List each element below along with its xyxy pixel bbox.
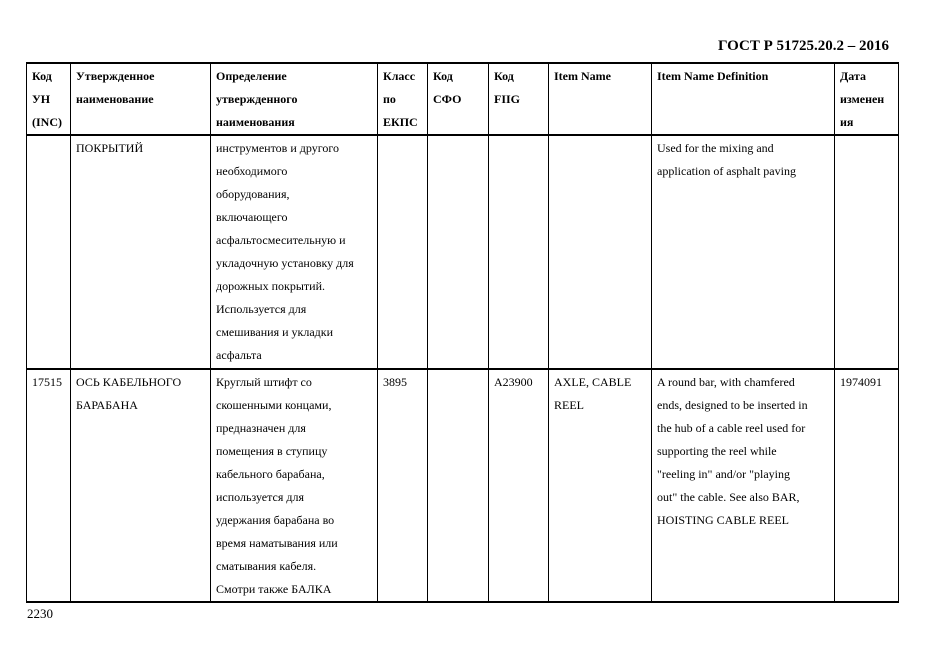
header-change-date: Дата изменен ия xyxy=(835,63,899,135)
table-row xyxy=(27,135,899,369)
header-inc: Код УН (INC) xyxy=(27,63,71,135)
page-number: 2230 xyxy=(27,606,53,621)
cell-change-date xyxy=(835,135,899,369)
document-title: ГОСТ Р 51725.20.2 – 2016 xyxy=(717,38,889,54)
header-item-name: Item Name xyxy=(549,63,652,135)
table-row xyxy=(27,369,899,602)
cell-definition: Круглый штифт со скошенными концами, предназначен для помещения в ступицу кабельного барабана, используется для удержания барабана во время наматывания или сматывания кабеля. Смотри также БАЛКА xyxy=(211,369,378,602)
cell-approved-name: ПОКРЫТИЙ xyxy=(71,135,211,369)
cell-item-name: AXLE, CABLE REEL xyxy=(549,369,652,602)
header-fiig-code: Код FIIG xyxy=(489,63,549,135)
cell-fiig-code: A23900 xyxy=(489,369,549,602)
cell-fiig-code xyxy=(489,135,549,369)
header-approved-name: Утвержденное наименование xyxy=(71,63,211,135)
table-header-row xyxy=(27,63,899,135)
cell-approved-name: ОСЬ КАБЕЛЬНОГО БАРАБАНА xyxy=(71,369,211,602)
header-ekps-class: Класс по ЕКПС xyxy=(378,63,428,135)
cell-change-date: 1974091 xyxy=(835,369,899,602)
cell-ekps-class xyxy=(378,135,428,369)
cell-sfo-code xyxy=(428,369,489,602)
items-table xyxy=(26,62,899,603)
cell-inc xyxy=(27,135,71,369)
cell-item-name xyxy=(549,135,652,369)
cell-ekps-class: 3895 xyxy=(378,369,428,602)
cell-sfo-code xyxy=(428,135,489,369)
cell-definition: инструментов и другого необходимого оборудования, включающего асфальтосмесительную и укладочную установку для дорожных покрытий. Используется для смешивания и укладки асфальта xyxy=(211,135,378,369)
header-sfo-code: Код СФО xyxy=(428,63,489,135)
header-definition: Определение утвержденного наименования xyxy=(211,63,378,135)
header-item-name-definition: Item Name Definition xyxy=(652,63,835,135)
cell-item-name-definition: A round bar, with chamfered ends, designed to be inserted in the hub of a cable reel used for supporting the reel while "reeling in" and/or "playing out" the cable. See also BAR, HOISTING CABLE REEL xyxy=(652,369,835,602)
cell-item-name-definition: Used for the mixing and application of asphalt paving xyxy=(652,135,835,369)
cell-inc: 17515 xyxy=(27,369,71,602)
